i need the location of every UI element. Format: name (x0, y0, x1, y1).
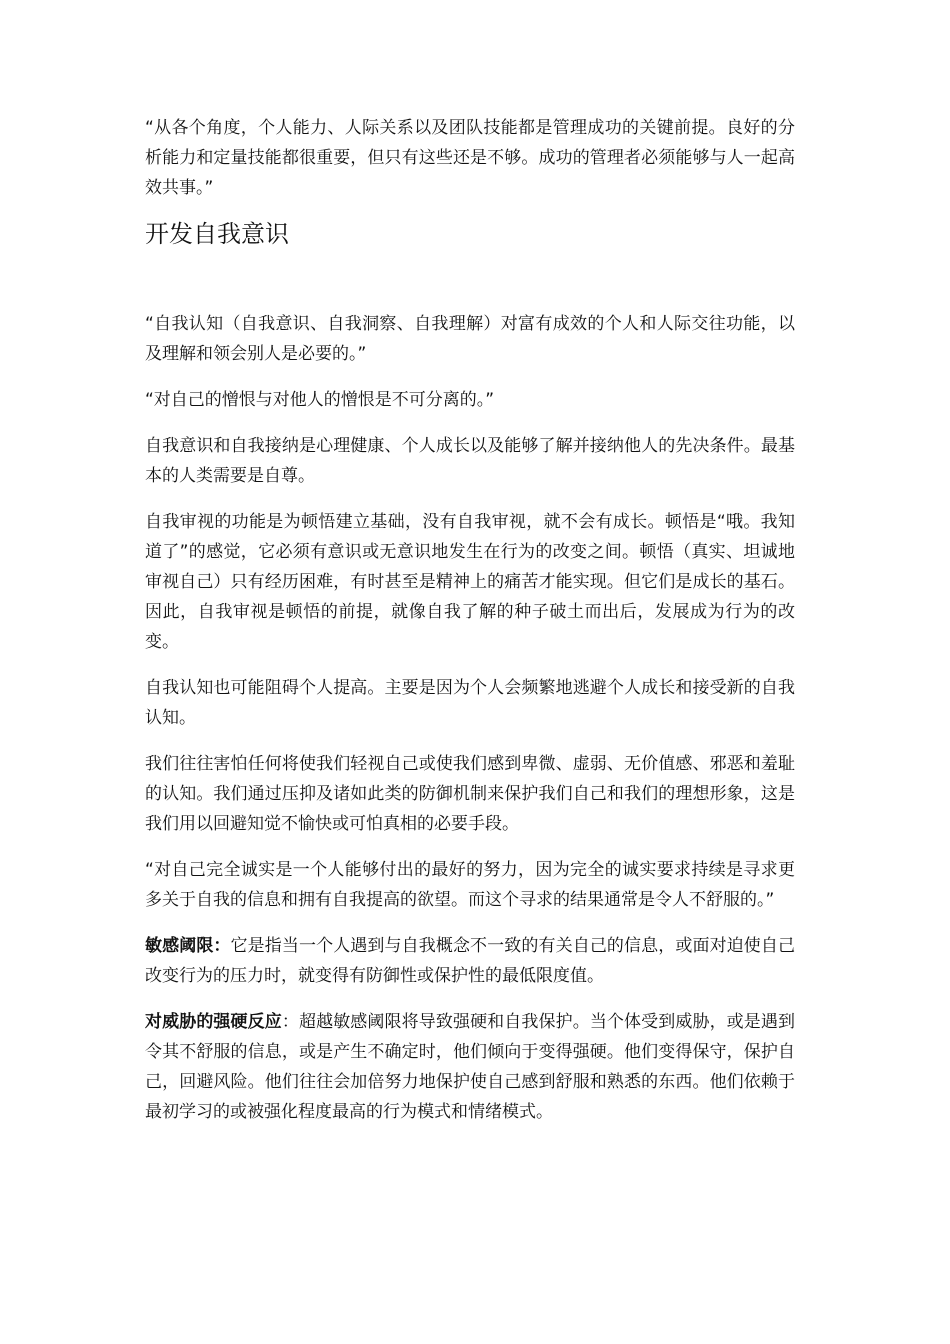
quote-paragraph-4: “对自己完全诚实是一个人能够付出的最好的努力，因为完全的诚实要求持续是寻求更多关于自我的信息和拥有自我提高的欲望。而这个寻求的结果通常是令人不舒服的。” (145, 860, 795, 910)
term-rigidity-response: 对威胁的强硬反应 (145, 1012, 282, 1032)
body-paragraph-2: 自我审视的功能是为顿悟建立基础，没有自我审视，就不会有成长。顿悟是“哦。我知道了”的感觉，它必须有意识或无意识地发生在行为的改变之间。顿悟（真实、坦诚地审视自己）只有经历困难，有时甚至是精神上的痛苦才能实现。但它们是成长的基石。因此，自我审视是顿悟的前提，就像自我了解的种子破土而出后，发展成为行为的改变。 (145, 512, 795, 652)
section-heading-text: 开发自我意识 (145, 220, 289, 248)
body-paragraph-3: 自我认知也可能阻碍个人提高。主要是因为个人会频繁地逃避个人成长和接受新的自我认知。 (145, 678, 795, 728)
quote-paragraph-3: “对自己的憎恨与对他人的憎恨是不可分离的。” (145, 390, 495, 410)
section-heading (145, 217, 795, 251)
document-body (145, 113, 795, 1143)
definition-text-1: 它是指当一个人遇到与自我概念不一致的有关自己的信息，或面对迫使自己改变行为的压力时，就变得有防御性或保护性的最低限度值。 (145, 936, 796, 986)
body-paragraph-4: 我们往往害怕任何将使我们轻视自己或使我们感到卑微、虚弱、无价值感、邪恶和羞耻的认知。我们通过压抑及诸如此类的防御机制来保护我们自己和我们的理想形象，这是我们用以回避知觉不愉快或可怕真相的必要手段。 (145, 754, 795, 834)
body-paragraph-1: 自我意识和自我接纳是心理健康、个人成长以及能够了解并接纳他人的先决条件。最基本的人类需要是自尊。 (145, 436, 795, 486)
term-sensitivity-threshold: 敏感阈限： (145, 936, 231, 956)
definition-rigidity-response (145, 1007, 795, 1127)
quote-paragraph-1: “从各个角度，个人能力、人际关系以及团队技能都是管理成功的关键前提。良好的分析能力和定量技能都很重要，但只有这些还是不够。成功的管理者必须能够与人一起高效共事。” (145, 118, 795, 198)
quote-paragraph-2: “自我认知（自我意识、自我洞察、自我理解）对富有成效的个人和人际交往功能，以及理解和领会别人是必要的。” (145, 314, 795, 364)
definition-text-2: ：超越敏感阈限将导致强硬和自我保护。当个体受到威胁，或是遇到令其不舒服的信息，或是产生不确定时，他们倾向于变得强硬。他们变得保守，保护自己，回避风险。他们往往会加倍努力地保护使自己感到舒服和熟悉的东西。他们依赖于最初学习的或被强化程度最高的行为模式和情绪模式。 (145, 1012, 796, 1122)
definition-sensitivity-threshold (145, 931, 795, 991)
